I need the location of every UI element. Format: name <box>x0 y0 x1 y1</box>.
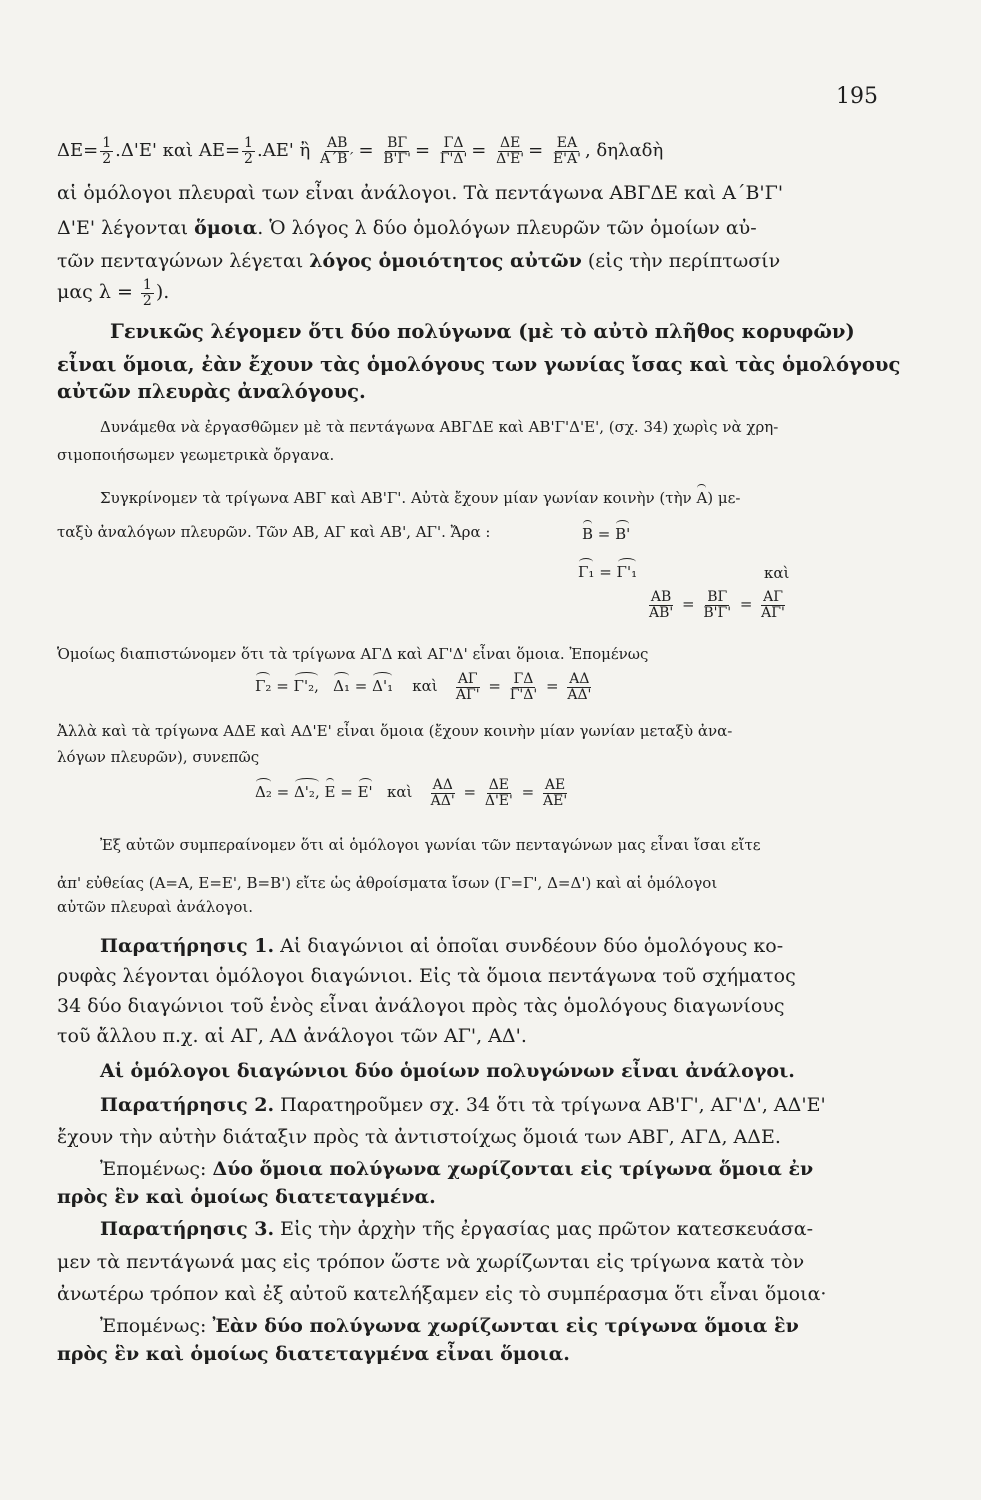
paragraph-line: τοῦ ἄλλου π.χ. αἱ ΑΓ, ΑΔ ἀνάλογοι τῶν ΑΓ', ΑΔ'. <box>57 1025 527 1047</box>
observation-2: Παρατήρησις 2. Παρατηροῦμεν σχ. 34 ὅτι τὰ τρίγωνα ΑΒ'Γ', ΑΓ'Δ', ΑΔ'Ε' <box>100 1094 826 1116</box>
small-line: ἀπ' εὐθείας (Α=Α, Ε=Ε', Β=Β') εἴτε ὡς ἀθροίσματα ἴσων (Γ=Γ', Δ=Δ') καὶ αἱ ὁμόλογοι <box>57 874 718 892</box>
paragraph-line: ρυφὰς λέγονται ὁμόλογοι διαγώνιοι. Εἰς τὰ ὅμοια πεντάγωνα τοῦ σχήματος <box>57 965 796 987</box>
rule-line: εἶναι ὅμοια, ἐὰν ἔχουν τὰς ὁμολόγους των γωνίας ἴσας καὶ τὰς ὁμολόγους <box>57 353 901 376</box>
paragraph-line: ἀνωτέρω τρόπον καὶ ἐξ αὐτοῦ κατελήξαμεν εἰς τὸ συμπέρασμα ὅτι εἶναι ὅμοια· <box>57 1283 827 1305</box>
paragraph-line: αἱ ὁμόλογοι πλευραὶ των εἶναι ἀνάλογοι. Τὰ πεντάγωνα ΑΒΓΔΕ καὶ Α΄Β'Γ' <box>57 182 784 204</box>
page-number: 195 <box>836 84 878 109</box>
rule-line: πρὸς ἓν καὶ ὁμοίως διατεταγμένα εἶναι ὅμοια. <box>57 1343 570 1365</box>
paragraph-line: Δ'Ε' λέγονται ὅμοια. Ὁ λόγος λ δύο ὁμολόγων πλευρῶν τῶν ὁμοίων αὐ- <box>57 217 757 239</box>
rule-line: Γενικῶς λέγομεν ὅτι δύο πολύγωνα (μὲ τὸ αὐτὸ πλῆθος κορυφῶν) <box>110 320 855 343</box>
paragraph-line: 34 δύο διαγώνιοι τοῦ ἑνὸς εἶναι ἀνάλογοι πρὸς τὰς ὁμολόγους διαγωνίους <box>57 995 785 1017</box>
small-line: σιμοποιήσωμεν γεωμετρικὰ ὄργανα. <box>57 446 335 464</box>
fraction: $\frac{1}{2}$ <box>244 135 253 167</box>
paragraph-line: Ἐπομένως: Δύο ὅμοια πολύγωνα χωρίζονται εἰς τρίγωνα ὅμοια ἐν <box>100 1158 814 1180</box>
small-line: καὶ <box>764 564 790 582</box>
text: .ΑΕ' ἢ <box>256 140 311 162</box>
equality-line: Γ₂ = Γ'₂, Δ₁ = Δ'₁ καὶ $\frac{A\Gamma}{A\Gamma'}$ = $\frac{\Gamma\Delta}{\Gamma'\Delta'}$ = $\frac{A\Delta}{A\Delta'}$ <box>255 671 592 703</box>
paragraph-line: ἔχουν τὴν αὐτὴν διάταξιν πρὸς τὰ ἀντιστοίχως ὅμοιά των ΑΒΓ, ΑΓΔ, ΑΔΕ. <box>57 1126 781 1148</box>
text: , δηλαδὴ <box>584 140 664 162</box>
angle-equality: Γ₁ = Γ'₁ <box>578 558 637 581</box>
small-line: λόγων πλευρῶν), συνεπῶς <box>57 748 260 766</box>
fraction: $\frac{1}{2}$ <box>102 135 112 167</box>
ratio-line: ΔΕ= $\frac{1}{2}$ .Δ'Ε' καὶ ΑΕ= $\frac{1}{2}$ .ΑΕ' ἢ $\frac{AB}{A΄B΄}$ = $\frac{B\Gamma}{B'\Gamma'}$ = $\frac{\Gamma\Delta}{\Gamma'\Delta'}$ = $\frac{\Delta E}{\Delta'E'}$ = $\frac{EA}{E'A'}$ , δηλαδὴ <box>57 135 664 167</box>
text: .Δ'Ε' καὶ ΑΕ= <box>115 140 241 162</box>
paragraph-line: μεν τὰ πεντάγωνά μας εἰς τρόπον ὥστε νὰ χωρίζωνται εἰς τρίγωνα κατὰ τὸν <box>57 1251 805 1273</box>
small-line: Ἐξ αὐτῶν συμπεραίνομεν ὅτι αἱ ὁμόλογοι γωνίαι τῶν πενταγώνων μας εἶναι ἴσαι εἴτε <box>100 836 761 854</box>
paragraph-line: τῶν πενταγώνων λέγεται λόγος ὁμοιότητος αὐτῶν (εἰς τὴν περίπτωσίν <box>57 250 781 272</box>
fraction: $\frac{\Gamma\Delta}{\Gamma'\Delta'}$ <box>439 135 468 167</box>
ratio-equality: $\frac{AB}{AB'}$ = $\frac{B\Gamma}{B'\Gamma'}$ = $\frac{A\Gamma}{A\Gamma'}$ <box>649 589 785 621</box>
small-line: Δυνάμεθα νὰ ἐργασθῶμεν μὲ τὰ πεντάγωνα ΑΒΓΔΕ καὶ ΑΒ'Γ'Δ'Ε', (σχ. 34) χωρὶς νὰ χρη- <box>100 418 779 436</box>
text: ΔΕ= <box>57 140 99 162</box>
rule-line: Αἱ ὁμόλογοι διαγώνιοι δύο ὁμοίων πολυγώνων εἶναι ἀνάλογοι. <box>100 1060 795 1082</box>
fraction: $\frac{EA}{E'A'}$ <box>552 135 581 167</box>
fraction: $\frac{\Delta E}{\Delta'E'}$ <box>496 135 525 167</box>
observation-1: Παρατήρησις 1. Αἱ διαγώνιοι αἱ ὁποῖαι συνδέουν δύο ὁμολόγους κο- <box>100 935 784 957</box>
small-line: Συγκρίνομεν τὰ τρίγωνα ΑΒΓ καὶ ΑΒ'Γ'. Αὐτὰ ἔχουν μίαν γωνίαν κοινὴν (τὴν Α) με- <box>100 484 741 507</box>
rule-line: πρὸς ἓν καὶ ὁμοίως διατεταγμένα. <box>57 1186 436 1208</box>
paragraph-line: Ἐπομένως: Ἐὰν δύο πολύγωνα χωρίζωνται εἰς τρίγωνα ὅμοια ἓν <box>100 1315 799 1337</box>
fraction: $\frac{B\Gamma}{B'\Gamma'}$ <box>383 135 411 167</box>
small-line: Ὁμοίως διαπιστώνομεν ὅτι τὰ τρίγωνα ΑΓΔ καὶ ΑΓ'Δ' εἶναι ὅμοια. Ἐπομένως <box>57 645 649 663</box>
small-line: ταξὺ ἀναλόγων πλευρῶν. Τῶν ΑΒ, ΑΓ καὶ ΑΒ', ΑΓ'. Ἄρα : <box>57 523 491 541</box>
paragraph-line: μας λ = $\frac{1}{2}$ ). <box>57 277 170 309</box>
fraction: $\frac{AB}{A΄B΄}$ <box>320 135 355 167</box>
equality-line: Δ₂ = Δ'₂, Ε = Ε' καὶ $\frac{A\Delta}{A\Delta'}$ = $\frac{\Delta E}{\Delta'E'}$ = $\frac{AE}{AE'}$ <box>255 777 568 809</box>
small-line: Ἀλλὰ καὶ τὰ τρίγωνα ΑΔΕ καὶ ΑΔ'Ε' εἶναι ὅμοια (ἔχουν κοινὴν μίαν γωνίαν μεταξὺ ἀνα- <box>57 722 733 740</box>
rule-line: αὐτῶν πλευρὰς ἀναλόγους. <box>57 380 366 403</box>
observation-3: Παρατήρησις 3. Εἰς τὴν ἀρχὴν τῆς ἐργασίας μας πρῶτον κατεσκευάσα- <box>100 1218 814 1240</box>
small-line: αὐτῶν πλευραὶ ἀνάλογοι. <box>57 898 254 916</box>
angle-equality: Β = Β' <box>582 520 630 543</box>
